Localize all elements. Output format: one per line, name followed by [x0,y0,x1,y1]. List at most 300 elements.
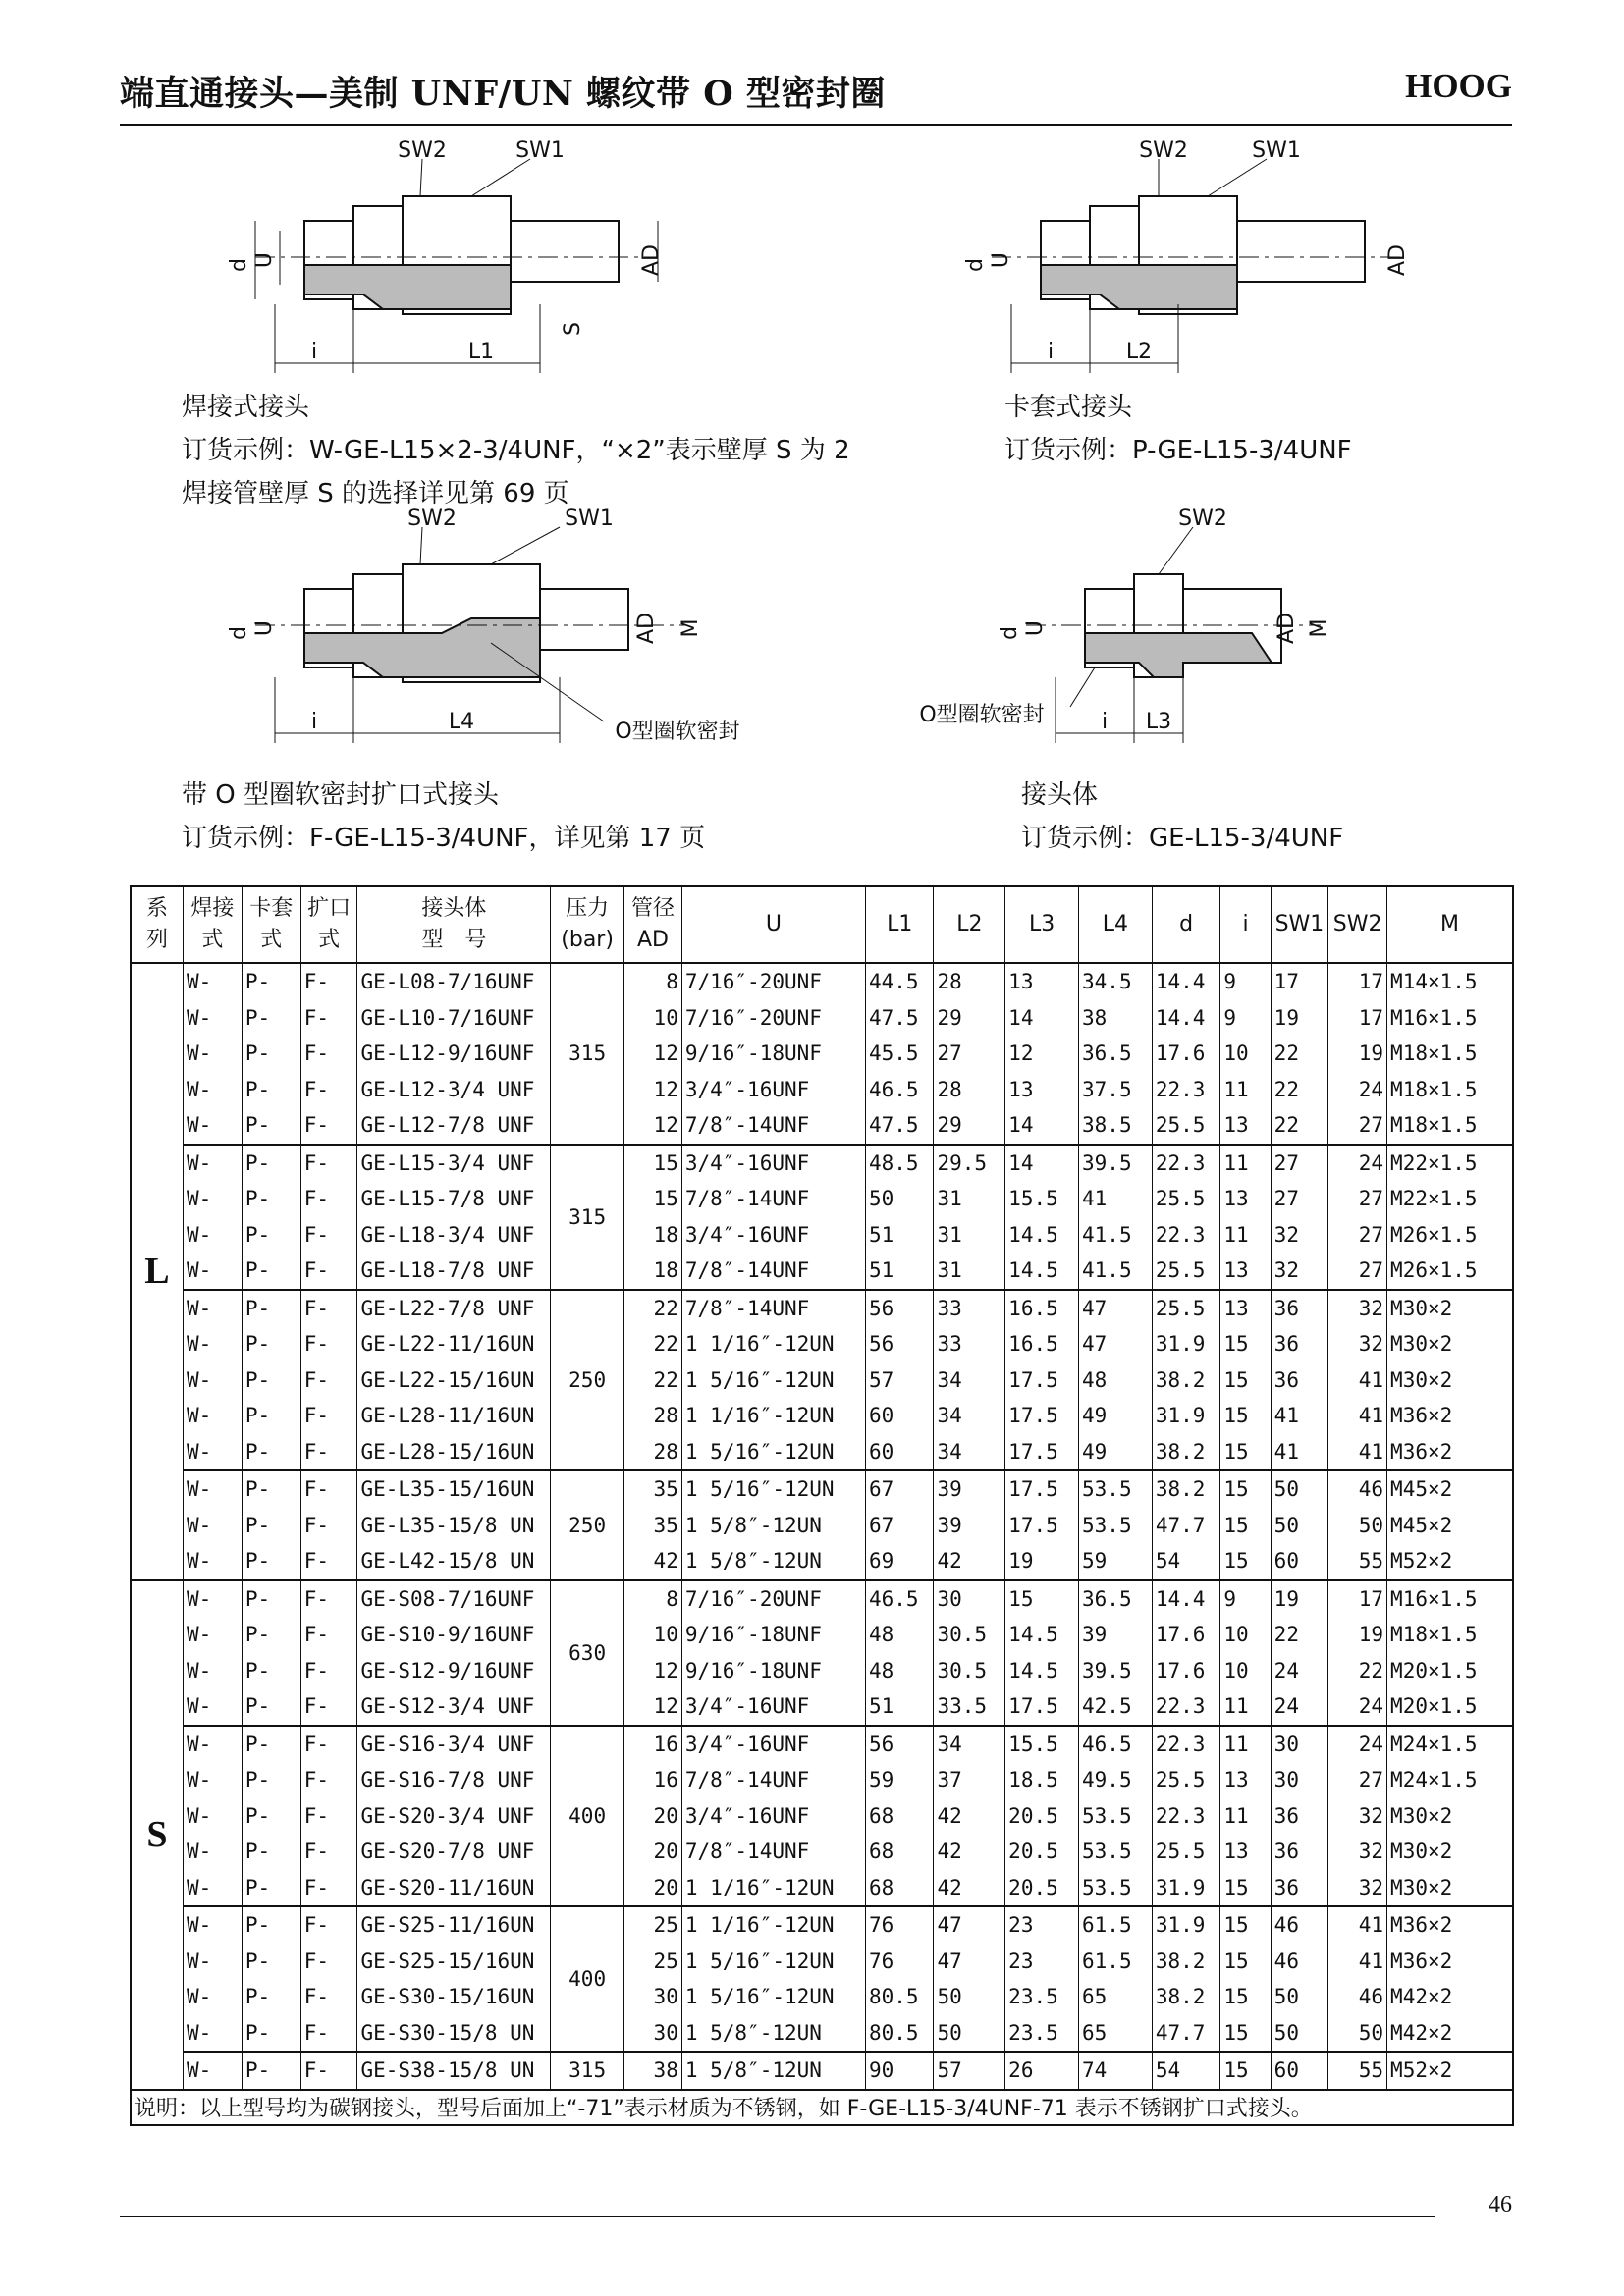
cell-m: M30×2 [1387,1326,1513,1362]
cell-l3: 14.5 [1005,1617,1079,1653]
cell-l4: 53.5 [1079,1798,1153,1835]
col-l3: L3 [1005,886,1079,963]
table-row [131,1000,1513,1037]
o-ring-seal-label: O型圈软密封 [919,703,1045,727]
cell-weld: W- [183,1107,242,1145]
cell-l4: 46.5 [1079,1726,1153,1763]
cell-d: 22.3 [1152,1688,1220,1726]
cell-i: 15 [1220,1326,1271,1362]
cell-m: M36×2 [1387,1944,1513,1980]
cell-weld: W- [183,2015,242,2053]
cell-l1: 59 [865,1762,934,1798]
o-ring-seal-label: O型圈软密封 [615,720,740,744]
cell-d: 38.2 [1152,1979,1220,2015]
cell-l4: 53.5 [1079,1470,1153,1508]
cell-m: M45×2 [1387,1508,1513,1544]
cell-l3: 20.5 [1005,1798,1079,1835]
cell-l3: 23 [1005,1906,1079,1944]
cell-l2: 28 [934,1072,1005,1108]
cell-i: 10 [1220,1617,1271,1653]
cell-m: M36×2 [1387,1906,1513,1944]
cell-l1: 76 [865,1944,934,1980]
cell-flare: F- [300,1036,357,1072]
cell-l4: 53.5 [1079,1870,1153,1907]
cell-body-model: GE-L10-7/16UNF [357,1000,551,1037]
cell-body-model: GE-S20-7/8 UNF [357,1834,551,1870]
cell-l3: 20.5 [1005,1834,1079,1870]
cell-l1: 60 [865,1434,934,1471]
cell-flare: F- [300,1217,357,1254]
flare-fitting-caption: 带 O 型圈软密封扩口式接头 订货示例：F-GE-L15-3/4UNF，详见第 17 页 [182,780,706,853]
cell-l2: 57 [934,2052,1005,2090]
cell-i: 11 [1220,1726,1271,1763]
cell-sw1: 36 [1271,1290,1328,1327]
cell-flare: F- [300,1290,357,1327]
cell-ferrule: P- [242,1398,300,1434]
cell-sw2: 46 [1328,1470,1387,1508]
cell-l3: 18.5 [1005,1762,1079,1798]
cell-l4: 47 [1079,1326,1153,1362]
cell-tube-od: 25 [624,1944,682,1980]
u-label: U [252,251,277,269]
cell-m: M18×1.5 [1387,1072,1513,1108]
cell-body-model: GE-S12-3/4 UNF [357,1688,551,1726]
table-row [131,1362,1513,1399]
cell-l2: 34 [934,1398,1005,1434]
cell-u: 1 1/16″-12UN [681,1870,865,1907]
cell-sw2: 32 [1328,1834,1387,1870]
cell-ferrule: P- [242,1253,300,1290]
cell-tube-od: 35 [624,1470,682,1508]
length-label: L4 [448,710,475,734]
cell-tube-od: 8 [624,963,682,1000]
cell-i: 10 [1220,1036,1271,1072]
cell-l1: 48.5 [865,1145,934,1182]
cell-d: 47.7 [1152,1508,1220,1544]
flare-fitting-drawing [196,506,785,756]
cell-u: 1 5/8″-12UN [681,2052,865,2090]
table-row [131,1470,1513,1508]
cell-body-model: GE-S16-3/4 UNF [357,1726,551,1763]
cell-flare: F- [300,1762,357,1798]
cell-l1: 68 [865,1870,934,1907]
cell-l3: 13 [1005,963,1079,1000]
cell-ferrule: P- [242,1653,300,1689]
cell-tube-od: 12 [624,1072,682,1108]
cell-sw2: 17 [1328,1000,1387,1037]
cell-d: 14.4 [1152,963,1220,1000]
cell-ferrule: P- [242,1834,300,1870]
cell-tube-od: 16 [624,1762,682,1798]
cell-ferrule: P- [242,1543,300,1580]
cell-weld: W- [183,1290,242,1327]
cell-ferrule: P- [242,1362,300,1399]
cell-d: 17.6 [1152,1653,1220,1689]
cell-m: M20×1.5 [1387,1653,1513,1689]
cell-sw2: 27 [1328,1762,1387,1798]
cell-l2: 42 [934,1543,1005,1580]
cell-m: M22×1.5 [1387,1181,1513,1217]
cell-tube-od: 22 [624,1362,682,1399]
cell-ferrule: P- [242,1979,300,2015]
cell-sw2: 50 [1328,1508,1387,1544]
cell-l1: 44.5 [865,963,934,1000]
i-label: i [310,340,318,364]
cell-l4: 39 [1079,1617,1153,1653]
cell-l1: 56 [865,1726,934,1763]
cell-m: M30×2 [1387,1290,1513,1327]
cell-l3: 14 [1005,1107,1079,1145]
cell-u: 3/4″-16UNF [681,1072,865,1108]
m-label: M [1307,618,1331,638]
cell-l1: 67 [865,1508,934,1544]
cell-sw2: 22 [1328,1653,1387,1689]
cell-u: 9/16″-18UNF [681,1653,865,1689]
cell-l3: 12 [1005,1036,1079,1072]
cell-sw1: 19 [1271,1580,1328,1618]
cell-l1: 80.5 [865,1979,934,2015]
cell-l3: 13 [1005,1072,1079,1108]
cell-d: 22.3 [1152,1072,1220,1108]
cell-l2: 33.5 [934,1688,1005,1726]
cell-sw2: 41 [1328,1398,1387,1434]
cell-m: M14×1.5 [1387,963,1513,1000]
cell-sw2: 27 [1328,1253,1387,1290]
cell-sw1: 36 [1271,1834,1328,1870]
cell-l1: 68 [865,1834,934,1870]
cell-weld: W- [183,1617,242,1653]
cell-body-model: GE-L12-9/16UNF [357,1036,551,1072]
cell-u: 1 1/16″-12UN [681,1326,865,1362]
col-weld: 焊接 式 [183,886,242,963]
cell-body-model: GE-L35-15/16UN [357,1470,551,1508]
i-label: i [1047,340,1055,364]
cell-l4: 59 [1079,1543,1153,1580]
cell-l4: 37.5 [1079,1072,1153,1108]
table-row [131,1543,1513,1580]
cell-tube-od: 20 [624,1870,682,1907]
cell-l1: 68 [865,1798,934,1835]
pressure-cell: 315 [551,2052,624,2090]
cell-tube-od: 18 [624,1253,682,1290]
table-row [131,1979,1513,2015]
cell-m: M16×1.5 [1387,1580,1513,1618]
cell-l2: 29 [934,1107,1005,1145]
cell-d: 38.2 [1152,1470,1220,1508]
cell-flare: F- [300,1326,357,1362]
cell-i: 15 [1220,1434,1271,1471]
col-l2: L2 [934,886,1005,963]
table-row [131,1798,1513,1835]
cell-u: 7/16″-20UNF [681,1580,865,1618]
cell-sw1: 27 [1271,1145,1328,1182]
cell-sw2: 55 [1328,2052,1387,2090]
cell-u: 3/4″-16UNF [681,1726,865,1763]
cell-weld: W- [183,1398,242,1434]
cell-l3: 17.5 [1005,1362,1079,1399]
d-label: d [963,258,988,272]
cell-l1: 57 [865,1362,934,1399]
col-pressure: 压力 (bar) [551,886,624,963]
ferrule-fitting-drawing [943,137,1453,383]
cell-l3: 17.5 [1005,1508,1079,1544]
cell-l4: 61.5 [1079,1944,1153,1980]
cell-ferrule: P- [242,1000,300,1037]
cell-sw2: 27 [1328,1217,1387,1254]
cell-tube-od: 42 [624,1543,682,1580]
col-l1: L1 [865,886,934,963]
cell-flare: F- [300,2052,357,2090]
cell-l4: 42.5 [1079,1688,1153,1726]
cell-ferrule: P- [242,1290,300,1327]
cell-l3: 23.5 [1005,2015,1079,2053]
cell-sw1: 19 [1271,1000,1328,1037]
pressure-cell: 315 [551,963,624,1145]
cell-i: 15 [1220,1362,1271,1399]
cell-i: 15 [1220,1543,1271,1580]
cell-weld: W- [183,1217,242,1254]
cell-l2: 37 [934,1762,1005,1798]
cell-m: M22×1.5 [1387,1145,1513,1182]
i-label: i [1101,710,1109,734]
footer-rule [120,2216,1435,2217]
cell-ferrule: P- [242,1145,300,1182]
cell-l2: 33 [934,1290,1005,1327]
cell-l3: 23 [1005,1944,1079,1980]
sw1-label: SW1 [1252,138,1301,163]
cell-sw2: 41 [1328,1906,1387,1944]
cell-sw2: 32 [1328,1870,1387,1907]
cell-l1: 76 [865,1906,934,1944]
cell-l3: 15 [1005,1580,1079,1618]
cell-l1: 56 [865,1326,934,1362]
cell-weld: W- [183,1726,242,1763]
cell-sw2: 19 [1328,1036,1387,1072]
cell-u: 7/8″-14UNF [681,1290,865,1327]
cell-u: 3/4″-16UNF [681,1688,865,1726]
cell-tube-od: 28 [624,1398,682,1434]
cell-sw2: 41 [1328,1944,1387,1980]
table-row [131,1434,1513,1471]
cell-l4: 65 [1079,2015,1153,2053]
cell-ferrule: P- [242,1944,300,1980]
cell-l4: 41 [1079,1181,1153,1217]
cell-l2: 50 [934,2015,1005,2053]
cell-flare: F- [300,963,357,1000]
cell-d: 38.2 [1152,1434,1220,1471]
cell-l3: 23.5 [1005,1979,1079,2015]
cell-i: 11 [1220,1217,1271,1254]
cell-l3: 16.5 [1005,1290,1079,1327]
cell-l2: 29 [934,1000,1005,1037]
cell-ferrule: P- [242,1580,300,1618]
pressure-cell: 250 [551,1470,624,1580]
col-series: 系 列 [131,886,183,963]
ad-label: AD [634,613,659,644]
cell-sw1: 22 [1271,1617,1328,1653]
cell-i: 15 [1220,2015,1271,2053]
i-label: i [310,710,318,734]
cell-weld: W- [183,1036,242,1072]
cell-l1: 47.5 [865,1000,934,1037]
cell-tube-od: 8 [624,1580,682,1618]
table-row [131,1072,1513,1108]
welded-fitting-drawing [196,137,707,383]
cell-u: 1 5/16″-12UN [681,1470,865,1508]
cell-sw2: 55 [1328,1543,1387,1580]
cell-l4: 36.5 [1079,1580,1153,1618]
cell-l4: 48 [1079,1362,1153,1399]
cell-body-model: GE-L18-7/8 UNF [357,1253,551,1290]
table-row [131,1688,1513,1726]
cell-weld: W- [183,1072,242,1108]
series-cell: L [131,963,183,1580]
cell-l2: 34 [934,1726,1005,1763]
cell-m: M36×2 [1387,1434,1513,1471]
cell-sw2: 27 [1328,1181,1387,1217]
cell-body-model: GE-S25-15/16UN [357,1944,551,1980]
length-label: L1 [467,340,495,364]
cell-l4: 41.5 [1079,1217,1153,1254]
sw1-label: SW1 [515,138,565,163]
cell-ferrule: P- [242,1762,300,1798]
cell-l1: 51 [865,1688,934,1726]
cell-weld: W- [183,2052,242,2090]
cell-l4: 41.5 [1079,1253,1153,1290]
cell-l3: 16.5 [1005,1326,1079,1362]
cell-i: 15 [1220,1508,1271,1544]
table-row [131,1580,1513,1618]
cell-u: 3/4″-16UNF [681,1145,865,1182]
cell-flare: F- [300,1617,357,1653]
cell-m: M16×1.5 [1387,1000,1513,1037]
cell-i: 13 [1220,1834,1271,1870]
cell-weld: W- [183,1762,242,1798]
table-row [131,1217,1513,1254]
cell-ferrule: P- [242,1107,300,1145]
cell-body-model: GE-S08-7/16UNF [357,1580,551,1618]
cell-tube-od: 30 [624,2015,682,2053]
cell-sw2: 24 [1328,1688,1387,1726]
cell-ferrule: P- [242,1072,300,1108]
cell-body-model: GE-L28-15/16UN [357,1434,551,1471]
col-m: M [1387,886,1513,963]
cell-l1: 80.5 [865,2015,934,2053]
cell-u: 1 5/16″-12UN [681,1434,865,1471]
cell-weld: W- [183,1688,242,1726]
cell-sw1: 41 [1271,1398,1328,1434]
d-label: d [998,626,1022,640]
cell-flare: F- [300,1726,357,1763]
cell-sw2: 27 [1328,1107,1387,1145]
cell-sw2: 46 [1328,1979,1387,2015]
cell-u: 1 1/16″-12UN [681,1906,865,1944]
cell-l2: 50 [934,1979,1005,2015]
sw2-label: SW2 [407,507,457,531]
cell-l3: 17.5 [1005,1688,1079,1726]
cell-i: 11 [1220,1688,1271,1726]
cell-i: 13 [1220,1253,1271,1290]
cell-tube-od: 10 [624,1617,682,1653]
cell-d: 31.9 [1152,1326,1220,1362]
cell-d: 22.3 [1152,1217,1220,1254]
cell-sw1: 50 [1271,1979,1328,2015]
table-row [131,2052,1513,2090]
table-row [131,1326,1513,1362]
cell-tube-od: 15 [624,1145,682,1182]
cell-ferrule: P- [242,2015,300,2053]
col-u: U [681,886,865,963]
cell-i: 11 [1220,1798,1271,1835]
cell-sw1: 50 [1271,1508,1328,1544]
cell-l1: 67 [865,1470,934,1508]
col-flare: 扩口 式 [300,886,357,963]
cell-l4: 61.5 [1079,1906,1153,1944]
cell-m: M18×1.5 [1387,1036,1513,1072]
cell-d: 22.3 [1152,1145,1220,1182]
cell-tube-od: 12 [624,1653,682,1689]
cell-sw1: 36 [1271,1326,1328,1362]
cell-ferrule: P- [242,1906,300,1944]
cell-l4: 65 [1079,1979,1153,2015]
cell-l2: 34 [934,1434,1005,1471]
cell-l2: 33 [934,1326,1005,1362]
cell-u: 3/4″-16UNF [681,1217,865,1254]
cell-flare: F- [300,1944,357,1980]
cell-sw1: 32 [1271,1217,1328,1254]
cell-weld: W- [183,1434,242,1471]
cell-l2: 42 [934,1870,1005,1907]
cell-d: 25.5 [1152,1107,1220,1145]
cell-i: 13 [1220,1181,1271,1217]
ferrule-fitting-caption: 卡套式接头 订货示例：P-GE-L15-3/4UNF [1004,393,1352,465]
cell-l1: 51 [865,1217,934,1254]
cell-flare: F- [300,1979,357,2015]
cell-u: 1 5/16″-12UN [681,1979,865,2015]
cell-ferrule: P- [242,1688,300,1726]
table-row [131,1253,1513,1290]
cell-d: 31.9 [1152,1870,1220,1907]
cell-l1: 56 [865,1290,934,1327]
cell-d: 22.3 [1152,1798,1220,1835]
cell-weld: W- [183,1326,242,1362]
cell-d: 25.5 [1152,1253,1220,1290]
cell-l3: 14 [1005,1145,1079,1182]
cell-tube-od: 28 [624,1434,682,1471]
col-sw1: SW1 [1271,886,1328,963]
cell-l1: 48 [865,1617,934,1653]
cell-l2: 30.5 [934,1653,1005,1689]
cell-i: 11 [1220,1072,1271,1108]
col-sw2: SW2 [1328,886,1387,963]
cell-flare: F- [300,1688,357,1726]
cell-l2: 42 [934,1834,1005,1870]
cell-l3: 26 [1005,2052,1079,2090]
cell-u: 7/8″-14UNF [681,1181,865,1217]
cell-ferrule: P- [242,1508,300,1544]
cell-i: 15 [1220,1398,1271,1434]
cell-tube-od: 35 [624,1508,682,1544]
cell-weld: W- [183,1979,242,2015]
cell-weld: W- [183,1253,242,1290]
cell-body-model: GE-S38-15/8 UN [357,2052,551,2090]
d-label: d [227,258,251,272]
cell-body-model: GE-L35-15/8 UN [357,1508,551,1544]
cell-sw1: 24 [1271,1688,1328,1726]
cell-i: 9 [1220,963,1271,1000]
cell-l4: 39.5 [1079,1145,1153,1182]
cell-u: 7/8″-14UNF [681,1253,865,1290]
